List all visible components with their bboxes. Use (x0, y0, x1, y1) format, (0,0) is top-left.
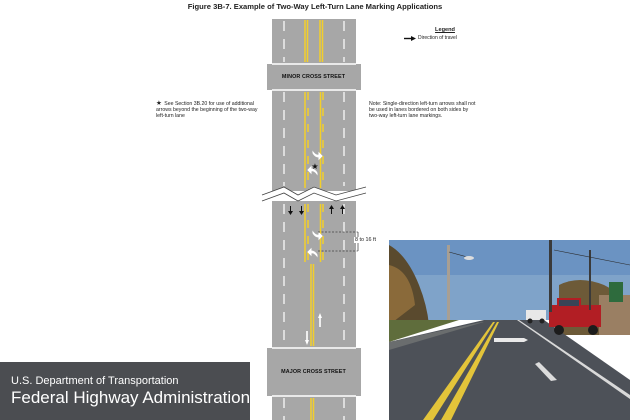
photo-light-pole (549, 240, 552, 312)
photo-truck (549, 305, 601, 327)
department-name: U.S. Department of Transportation (11, 375, 179, 387)
minor-cross-street-label: MINOR CROSS STREET (281, 74, 346, 80)
legend-item-label: Direction of travel (418, 35, 457, 41)
single-direction-note: Note: Single-direction left-turn arrows shall not be used in lanes bordered on both sides by two-way left-turn lane markings. (369, 101, 476, 120)
street-photo (389, 240, 630, 420)
dimension-label: 8 to 16 ft (355, 237, 376, 243)
fhwa-banner (0, 362, 250, 420)
photo-utility-pole (447, 245, 450, 320)
major-cross-street-label: MAJOR CROSS STREET (281, 369, 346, 375)
figure-title: Figure 3B-7. Example of Two-Way Left-Turn Lane Marking Applications (187, 2, 443, 11)
star-marker-icon: ★ (311, 162, 319, 171)
legend-title: Legend (435, 27, 455, 33)
star-icon: ★ (156, 100, 162, 107)
fhwa-text (11, 375, 250, 407)
star-note-text: See Section 3B.20 for use of additional arrows beyond the beginning of the two-way left-turn lane (156, 101, 258, 120)
photo-sign (609, 282, 623, 302)
administration-name: Federal Highway Administration (11, 388, 251, 407)
photo-car (526, 310, 546, 320)
